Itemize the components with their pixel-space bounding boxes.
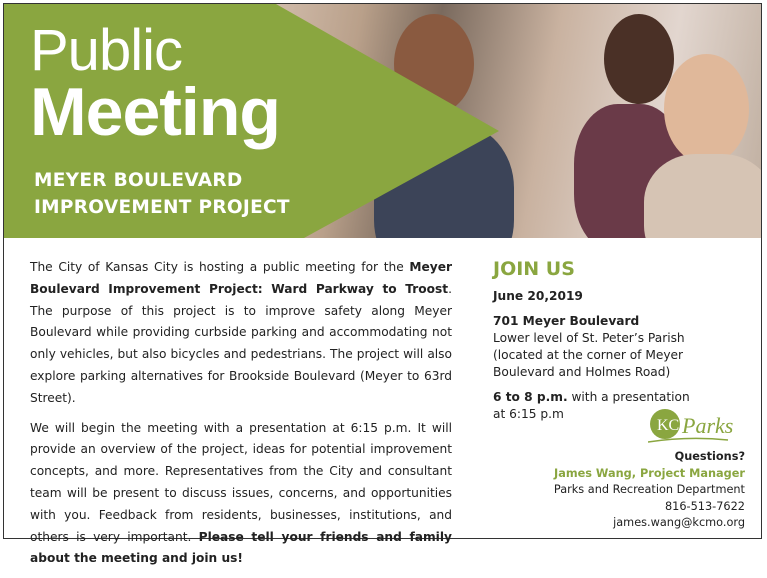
text: The City of Kansas City is hosting a public meeting for the [30, 260, 410, 274]
subtitle-line1: MEYER BOULEVARD [34, 170, 243, 191]
svg-text:Parks: Parks [682, 413, 734, 438]
location-line: Lower level of St. Peter’s Parish [493, 331, 685, 345]
address: 701 Meyer Boulevard [493, 314, 640, 328]
paragraph-1 [30, 257, 452, 410]
svg-text:KC: KC [657, 417, 680, 434]
description [30, 257, 452, 578]
kc-parks-logo [648, 406, 748, 446]
time: 6 to 8 p.m. [493, 390, 568, 404]
join-us-heading: JOIN US [493, 258, 575, 280]
project-name: Meyer Boulevard Improvement Project: Ward Parkway to Troost [30, 260, 452, 296]
contact-info [554, 449, 745, 532]
event-date: June 20,2019 [493, 289, 583, 303]
contact-phone: 816-513-7622 [664, 499, 745, 513]
text: . The purpose of this project is to improve safety along Meyer Boulevard while providing curbside parking and accommodating not only vehicles, but also bicycles and pedestrians. The project will also explore parking alternatives for Brookside Boulevard (Meyer to 63rd Street). [30, 281, 452, 405]
title-meeting: Meeting [30, 74, 280, 150]
title-public: Public [30, 18, 182, 83]
text: We will begin the meeting with a presentation at 6:15 p.m. It will provide an overview of the project, ideas for potential improvement concepts, and more. Representatives from the City and consultant team will be present to discuss issues, concerns, and opportunities with you. Feedback from residents, businesses, institutions, and others is very important. [30, 420, 452, 544]
event-location [493, 313, 753, 381]
time-note: with a presentation [567, 390, 690, 404]
time-note: at 6:15 p.m [493, 407, 564, 421]
questions-label: Questions? [674, 450, 745, 463]
location-line: (located at the corner of Meyer [493, 348, 684, 362]
contact-department: Parks and Recreation Department [553, 483, 745, 496]
contact-email[interactable]: james.wang@kcmo.org [613, 516, 745, 529]
paragraph-2 [30, 418, 452, 571]
call-to-action: Please tell your friends and family about the meeting and join us! [30, 529, 452, 566]
kc-parks-logo-icon [648, 406, 748, 446]
contact-name: James Wang, Project Manager [554, 466, 745, 480]
subtitle-line2: IMPROVEMENT PROJECT [34, 197, 290, 218]
location-line: Boulevard and Holmes Road) [493, 365, 671, 379]
